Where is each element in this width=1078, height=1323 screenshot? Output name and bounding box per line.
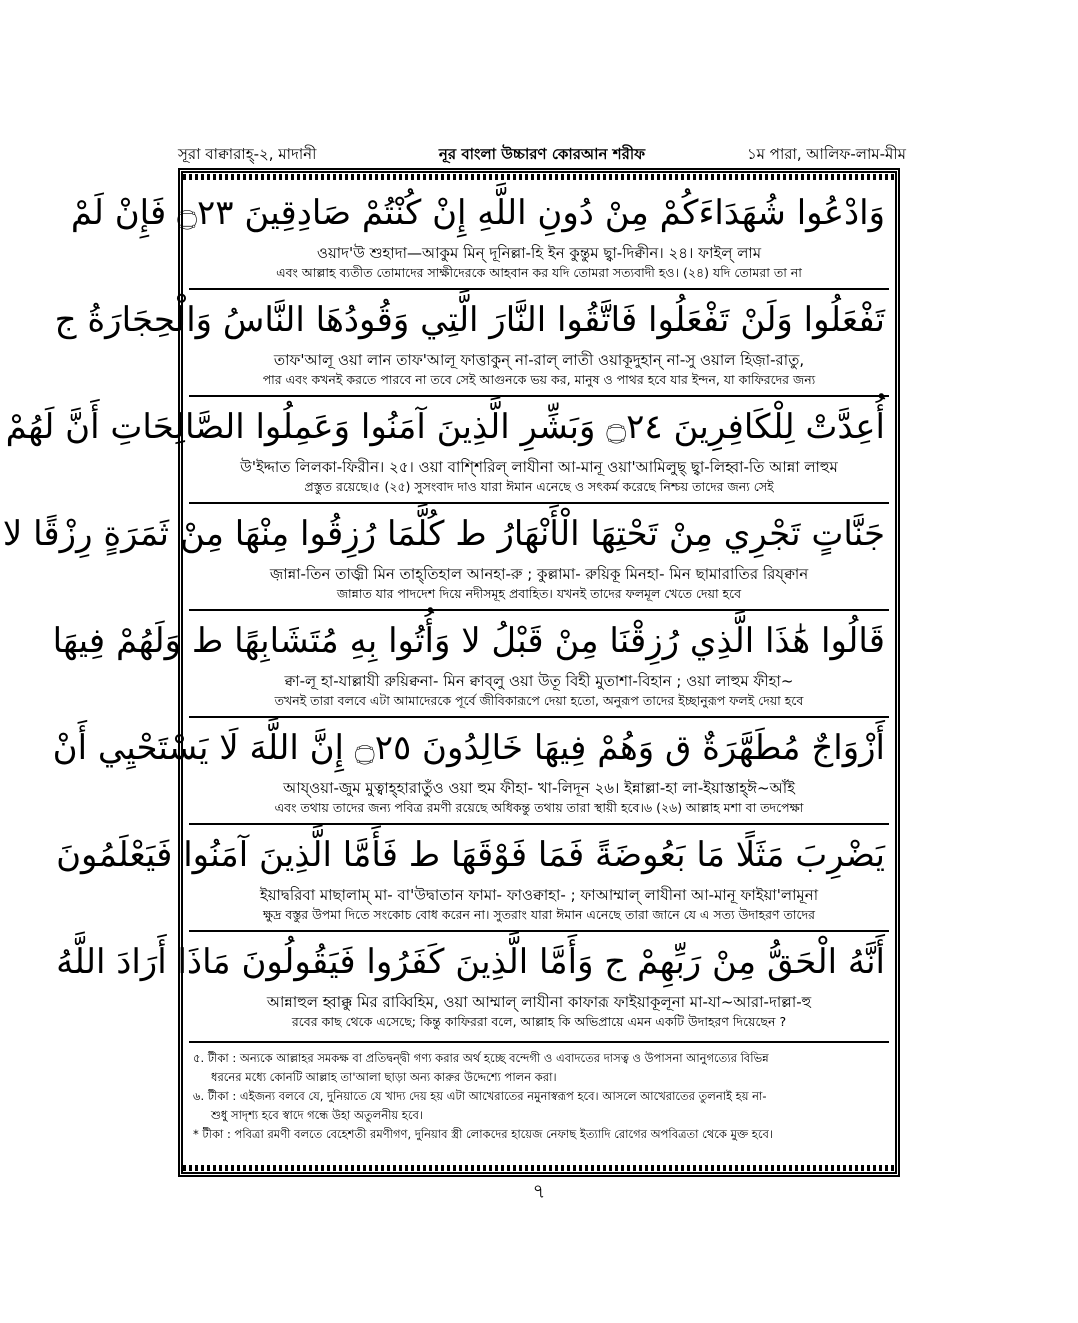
verse-block	[54, 290, 889, 397]
book-title: নূর বাংলা উচ্চারণ কোরআন শরীফ	[438, 145, 646, 163]
arabic-text: يَضْرِبَ مَثَلًا مَا بَعُوضَةً فَمَا فَوْقَهَا ط فَأَمَّا الَّذِينَ آمَنُوا فَيَعْلَمُونَ	[56, 835, 885, 875]
meaning-text: এবং আল্লাহ ব্যতীত তোমাদের সাক্ষীদেরকে আহবান কর যদি তোমরা সত্যবাদী হও। (২৪) যদি তোমরা তা না	[276, 265, 802, 280]
verse-list	[2, 183, 889, 1043]
meaning-text: প্রস্তুত রয়েছে।৫ (২৫) সুসংবাদ দাও যারা ঈমান এনেছে ও সৎকর্ম করেছে নিশ্চয় তাদের জন্য সেই	[304, 479, 774, 494]
arabic-text: وَادْعُوا شُهَدَاءَكُمْ مِنْ دُونِ اللَّهِ إِنْ كُنْتُمْ صَادِقِينَ ۝٢٣ فَإِنْ لَمْ	[70, 193, 885, 233]
arabic-text: تَفْعَلُوا وَلَنْ تَفْعَلُوا فَاتَّقُوا النَّارَ الَّتِي وَقُودُهَا النَّاسُ وَالْحِجَارَةُ ج	[54, 300, 885, 340]
meaning-text: পার এবং কখনই করতে পারবে না তবে সেই আগুনকে ভয় কর, মানুষ ও পাথর হবে যার ইন্দন, যা কাফিরদের জন্য	[262, 372, 816, 387]
footnotes	[189, 1049, 889, 1144]
arabic-text: أَزْوَاجٌ مُطَهَّرَةٌ ق وَهُمْ فِيهَا خَالِدُونَ ۝٢٥ إِنَّ اللَّهَ لَا يَسْتَحْيِي أَنْ	[52, 728, 885, 768]
meaning-text: জান্নাত যার পাদদেশ দিয়ে নদীসমূহ প্রবাহিত। যখনই তাদের ফলমূল খেতে দেয়া হবে	[336, 586, 742, 601]
transliteration-text: ইয়াদ্বরিবা মাছালাম্ মা- বা'উদ্বাতান ফামা- ফাওক্বাহা- ; ফাআম্মাল্ লাযীনা আ-মানূ ফাইয়া'লামূনা	[259, 886, 819, 904]
surah-info: সূরা বাক্বারাহ্-২, মাদানী	[178, 145, 317, 163]
arabic-text: قَالُوا هَٰذَا الَّذِي رُزِقْنَا مِنْ قَبْلُ لا وَأُتُوا بِهِ مُتَشَابِهًا ط وَلَهُمْ فِيهَا	[52, 621, 885, 661]
transliteration-text: আন্নাহুল হ্বাক্কু মির রাব্বিহিম, ওয়া আম্মাল্ লাযীনা কাফারূ ফাইয়াকূলূনা মা-যা~আরা-দাল্লা-হু	[266, 993, 812, 1011]
footnote-6-continued: শুধু সাদৃশ্য হবে স্বাদে গন্ধে উহা অতুলনীয় হবে।	[211, 1108, 423, 1122]
transliteration-text: উ'ইদ্দাত লিলকা-ফিরীন। ২৫। ওয়া বাশ্শিরিল্ লাযীনা আ-মানূ ওয়া'আমিলুছ্ ছ্বা-লিহ্বা-তি আন্না লাহুম	[240, 458, 838, 476]
page-number: ৭	[532, 1179, 546, 1203]
page-frame	[2, 168, 900, 1177]
arabic-text: أُعِدَّتْ لِلْكَافِرِينَ ۝٢٤ وَبَشِّرِ الَّذِينَ آمَنُوا وَعَمِلُوا الصَّالِحَاتِ أَنَّ لَهُمْ	[5, 407, 885, 447]
verse-block	[56, 932, 889, 1043]
verse-block	[5, 397, 889, 504]
verse-block	[70, 183, 889, 290]
meaning-text: এবং তথায় তাদের জন্য পবিত্র রমণী রয়েছে অধিকন্তু তথায় তারা স্থায়ী হবে।৬ (২৬) আল্লাহ মশা বা তদপেক্ষা	[274, 800, 804, 815]
page-header	[178, 143, 906, 169]
verse-block	[56, 825, 889, 932]
arabic-text: أَنَّهُ الْحَقُّ مِنْ رَبِّهِمْ ج وَأَمَّا الَّذِينَ كَفَرُوا فَيَقُولُونَ مَاذَا أَرَادَ اللَّهُ	[56, 942, 885, 982]
meaning-text: রবের কাছ থেকে এসেছে; কিন্তু কাফিররা বলে, আল্লাহ কি অভিপ্রায়ে এমন একটি উদাহরণ দিয়েছেন ?	[291, 1014, 787, 1029]
transliteration-text: আয্ওয়া-জুম মুত্বাহ্‌হারাতুঁও ওয়া হুম ফীহা- খা-লিদূন ২৬। ইন্নাল্লা-হা লা-ইয়াস্তাহ্‌ঈ~আঁই	[283, 779, 795, 797]
footnote-5-continued: ধরনের মধ্যে কোনটি আল্লাহ তা'আলা ছাড়া অন্য কারুর উদ্দেশ্যে পালন করা।	[211, 1070, 557, 1084]
transliteration-text: জ়ান্না-তিন তাজ়্রী মিন তাহ্‌তিহাল আনহা-রু ; কুল্লামা- রুয়িকূ মিনহা- মিন ছামারাতির রিয্ক্বান	[269, 565, 809, 583]
para-info: ১ম পারা, আলিফ-লাম-মীম	[746, 145, 906, 163]
transliteration-text: তাফ'আলূ ওয়া লান তাফ'আলূ ফাত্তাকুন্ না-রাল্ লাতী ওয়াকূদুহান্ না-সু ওয়াল হিজ়া-রাতু,	[273, 351, 805, 369]
arabic-text: جَنَّاتٍ تَجْرِي مِنْ تَحْتِهَا الْأَنْهَارُ ط كُلَّمَا رُزِقُوا مِنْهَا مِنْ ثَمَرَةٍ رِزْقًا لا	[2, 514, 885, 554]
footnote-5: ৫. টীকা : অন্যকে আল্লাহর সমকক্ষ বা প্রতিদ্বন্দ্বী গণ্য করার অর্থ হচ্ছে বন্দেগী ও এবাদতের দাসত্ব ও উপাসনা আনুগত্যের বিভিন্ন	[193, 1051, 769, 1065]
footnote-star: * টীকা : পবিত্রা রমণী বলতে বেহেশতী রমণীগণ, দুনিয়াব স্ত্রী লোকদের হায়েজ নেফাছ ইত্যাদি রোগের অপবিত্রতা থেকে মুক্ত হবে।	[193, 1127, 773, 1141]
verse-block	[52, 718, 889, 825]
verse-block	[52, 611, 889, 718]
footnote-6: ৬. টীকা : এইজন্য বলবে যে, দুনিয়াতে যে খাদ্য দেয় হয় এটা আখেরাতের নমুনাস্বরূপ হবে। আসলে আখেরাতের তুলনাই হয় না-	[193, 1089, 767, 1103]
verse-block	[2, 504, 889, 611]
meaning-text: ক্ষুদ্র বস্তুর উপমা দিতে সংকোচ বোধ করেন না। সুতরাং যারা ঈমান এনেছে তারা জানে যে এ সত্য উদাহরণ তাদের	[262, 907, 816, 922]
transliteration-text: ওয়াদ'উ শুহাদা—আকুম মিন্ দূনিল্লা-হি ইন কুন্তুম ছ্বা-দিক্বীন। ২৪। ফাইল্ লাম	[316, 244, 762, 262]
transliteration-text: ক্বা-লূ হা-যাল্লাযী রুয়িক্বনা- মিন ক্বাব্‌লু ওয়া উতূ বিহী মুতাশা-বিহান ; ওয়া লাহুম ফীহা~	[284, 672, 794, 690]
meaning-text: তখনই তারা বলবে এটা আমাদেরকে পূর্বে জীবিকারূপে দেয়া হতো, অনুরূপ তাদের ইচ্ছানুরূপ ফলই দেয়া হবে	[274, 693, 804, 708]
